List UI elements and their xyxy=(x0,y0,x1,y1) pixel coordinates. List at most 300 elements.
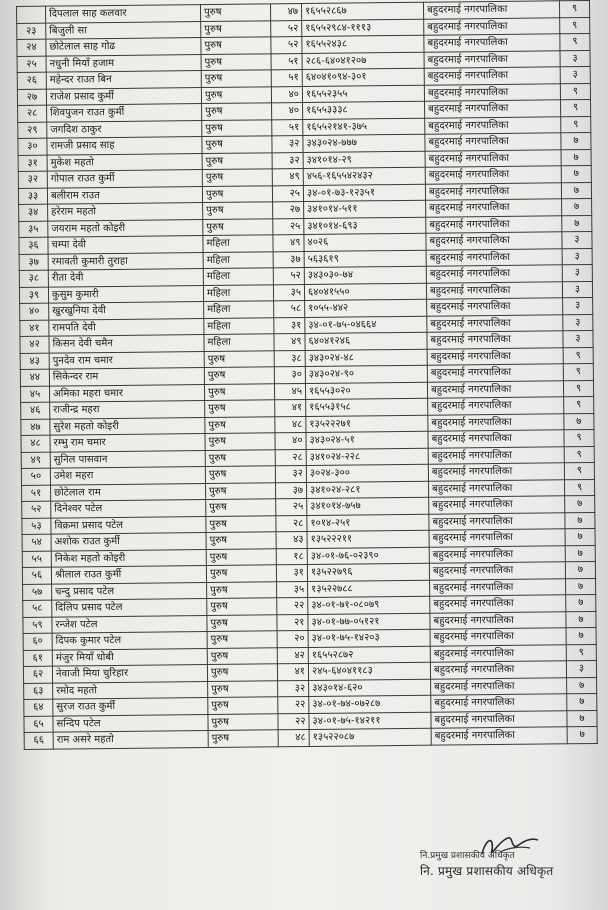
serial-number-cell: ६३ xyxy=(24,683,53,700)
serial-number-cell: ३६ xyxy=(19,237,48,254)
id-number-cell: १६५५३१५८ xyxy=(306,398,428,416)
ward-cell: ७ xyxy=(566,578,596,595)
age-cell: ४० xyxy=(275,432,306,449)
age-cell: ५८ xyxy=(274,300,305,317)
ward-cell: ३ xyxy=(560,66,590,83)
age-cell: ४० xyxy=(272,103,303,120)
serial-number-cell: ४५ xyxy=(20,386,49,403)
id-number-cell: ३४-०१-७५-१४२०३ xyxy=(308,629,430,647)
id-number-cell: ३४-०१-७३-१२३५१ xyxy=(303,184,425,202)
id-number-cell: १६५५२३५५ xyxy=(302,85,424,103)
ward-cell: ७ xyxy=(561,182,591,199)
id-number-cell: ३४१०२४-२२८ xyxy=(306,448,428,466)
municipality-cell: बहुदरमाई नगरपालिका xyxy=(429,545,565,563)
id-number-cell: ४०२६ xyxy=(304,233,426,251)
serial-number-cell: २८ xyxy=(18,105,47,122)
serial-number-cell: ५६ xyxy=(22,567,51,584)
ward-cell: ७ xyxy=(566,611,596,628)
id-number-cell: १६५५२१४१-३७५ xyxy=(303,118,425,136)
municipality-cell: बहुदरमाई नगरपालिका xyxy=(430,644,566,662)
name-cell: शिवपुजन राउत कुर्मी xyxy=(47,104,202,122)
ward-cell: ७ xyxy=(561,149,591,166)
id-number-cell: ३०२४-३०० xyxy=(306,464,428,482)
gender-cell: पुरुष xyxy=(205,466,275,483)
ward-cell: ७ xyxy=(565,528,595,545)
serial-number-cell: ६२ xyxy=(23,666,52,683)
ward-cell: ३ xyxy=(560,50,590,67)
serial-number-cell: २३ xyxy=(17,23,46,40)
serial-number-cell xyxy=(17,6,46,23)
id-number-cell: ३४-०१-७६-०२३९० xyxy=(307,547,429,565)
municipality-cell: बहुदरमाई नगरपालिका xyxy=(428,430,564,448)
ward-cell: ७ xyxy=(567,677,597,694)
beneficiary-table xyxy=(16,0,598,749)
name-cell: बलीराम राउत xyxy=(47,186,202,204)
ward-cell: ३ xyxy=(562,281,592,298)
table-body xyxy=(17,0,598,748)
age-cell: २२ xyxy=(277,597,308,614)
municipality-cell: बहुदरमाई नगरपालिका xyxy=(430,595,566,613)
ward-cell: ९ xyxy=(561,116,591,133)
serial-number-cell: ६५ xyxy=(24,716,53,733)
name-cell: दिपलाल साह कलवार xyxy=(46,5,201,23)
ward-cell: ३ xyxy=(563,314,593,331)
gender-cell: पुरुष xyxy=(201,70,271,87)
age-cell: ३१ xyxy=(274,317,305,334)
serial-number-cell: ३७ xyxy=(19,254,48,271)
name-cell: अमिका महरा चमार xyxy=(49,384,204,402)
age-cell: २२ xyxy=(278,713,309,730)
municipality-cell: बहुदरमाई नगरपालिका xyxy=(430,611,566,629)
gender-cell: पुरुष xyxy=(207,647,277,664)
ward-cell: ९ xyxy=(564,462,594,479)
municipality-cell: बहुदरमाई नगरपालिका xyxy=(430,628,566,646)
municipality-cell: बहुदरमाई नगरपालिका xyxy=(426,265,562,283)
id-number-cell: १०१४-२५१ xyxy=(307,514,429,532)
id-number-cell: ३४३०२४-९० xyxy=(305,365,427,383)
id-number-cell: ३४३०३०-७४ xyxy=(304,266,426,284)
serial-number-cell: ३९ xyxy=(19,287,48,304)
gender-cell: पुरुष xyxy=(205,449,275,466)
municipality-cell: बहुदरमाई नगरपालिका xyxy=(431,710,567,728)
gender-cell: पुरुष xyxy=(204,383,274,400)
serial-number-cell: ५१ xyxy=(22,485,51,502)
id-number-cell: ३४३०२४-७७७ xyxy=(303,134,425,152)
name-cell: सुनिल पासवान xyxy=(50,450,205,468)
ward-cell: ९ xyxy=(564,396,594,413)
gender-cell: महिला xyxy=(203,284,273,301)
gender-cell: पुरुष xyxy=(207,631,277,648)
id-number-cell: १६५५२९८४-१११३ xyxy=(302,19,424,37)
municipality-cell: बहुदरमाई नगरपालिका xyxy=(428,463,564,481)
municipality-cell: बहुदरमाई नगरपालिका xyxy=(425,133,561,151)
gender-cell: पुरुष xyxy=(205,433,275,450)
id-number-cell: १०५५-४४२ xyxy=(305,299,427,317)
ward-cell: ३ xyxy=(563,297,593,314)
signature-text: नि.प्रमुख प्रशासकीय अधिकृत xyxy=(420,851,515,861)
id-number-cell: १६५५२४३८ xyxy=(302,35,424,53)
municipality-cell: बहुदरमाई नगरपालिका xyxy=(424,50,560,68)
id-number-cell: १६५५३०२० xyxy=(305,382,427,400)
age-cell: २८ xyxy=(276,515,307,532)
id-number-cell: ३४-०१-७५-१४२११ xyxy=(309,712,431,730)
id-number-cell: ३४-०१-७५-०४६६४ xyxy=(305,316,427,334)
gender-cell: महिला xyxy=(203,268,273,285)
serial-number-cell: ४१ xyxy=(20,320,49,337)
municipality-cell: बहुदरमाई नगरपालिका xyxy=(426,199,562,217)
name-cell: मंजुर मियाँ धोबी xyxy=(52,648,207,666)
ward-cell: ९ xyxy=(563,347,593,364)
name-cell: कुसुम कुमारी xyxy=(48,285,203,303)
age-cell: ४९ xyxy=(274,333,305,350)
ward-cell: ९ xyxy=(566,644,596,661)
serial-number-cell: ४४ xyxy=(20,369,49,386)
municipality-cell: बहुदरमाई नगरपालिका xyxy=(429,529,565,547)
id-number-cell: १३५२२२७१ xyxy=(306,415,428,433)
age-cell: ३१ xyxy=(276,564,307,581)
id-number-cell: ३४१०१४-२९ xyxy=(303,151,425,169)
age-cell: २५ xyxy=(276,498,307,515)
name-cell: चन्दु प्रसाद पटेल xyxy=(52,582,207,600)
name-cell: छोटेलाल साह गोढ xyxy=(46,38,201,56)
municipality-cell: बहुदरमाई नगरपालिका xyxy=(429,562,565,580)
name-cell: खुरखुनिया देवी xyxy=(49,302,204,320)
gender-cell: महिला xyxy=(203,235,273,252)
name-cell: मुकेश महतो xyxy=(47,153,202,171)
ward-cell: ३ xyxy=(562,264,592,281)
age-cell: ४१ xyxy=(275,399,306,416)
serial-number-cell: ४६ xyxy=(21,402,50,419)
ward-cell: ३ xyxy=(563,330,593,347)
gender-cell: पुरुष xyxy=(203,202,273,219)
municipality-cell: बहुदरमाई नगरपालिका xyxy=(425,166,561,184)
ward-cell: ३ xyxy=(562,248,592,265)
serial-number-cell: २६ xyxy=(17,72,46,89)
ward-cell: ७ xyxy=(566,594,596,611)
age-cell: ३७ xyxy=(273,251,304,268)
serial-number-cell: २४ xyxy=(17,39,46,56)
municipality-cell: बहुदरमाई नगरपालिका xyxy=(427,364,563,382)
age-cell: ४८ xyxy=(278,729,309,746)
ward-cell: ७ xyxy=(566,627,596,644)
gender-cell: महिला xyxy=(204,317,274,334)
age-cell: ३२ xyxy=(278,680,309,697)
serial-number-cell: २५ xyxy=(17,56,46,73)
age-cell: ३७ xyxy=(276,482,307,499)
municipality-cell: बहुदरमाई नगरपालिका xyxy=(425,149,561,167)
serial-number-cell: २९ xyxy=(18,122,47,139)
municipality-cell: बहुदरमाई नगरपालिका xyxy=(426,281,562,299)
gender-cell: पुरुष xyxy=(204,350,274,367)
name-cell: उमेश महरा xyxy=(50,467,205,485)
gender-cell: पुरुष xyxy=(203,218,273,235)
municipality-cell: बहुदरमाई नगरपालिका xyxy=(427,331,563,349)
serial-number-cell: ३२ xyxy=(18,171,47,188)
municipality-cell: बहुदरमाई नगरपालिका xyxy=(430,578,566,596)
serial-number-cell: ५४ xyxy=(22,534,51,551)
age-cell: ३५ xyxy=(277,581,308,598)
official-stamp-text: नि. प्रमुख प्रशासकीय अधिकृत xyxy=(420,864,554,878)
name-cell: अशोक राउत कुर्मी xyxy=(51,533,206,551)
age-cell: ३५ xyxy=(273,284,304,301)
name-cell: विक्रमा प्रसाद पटेल xyxy=(51,516,206,534)
municipality-cell: बहुदरमाई नगरपालिका xyxy=(427,380,563,398)
age-cell: २५ xyxy=(272,185,303,202)
ward-cell: ७ xyxy=(565,561,595,578)
ward-cell: ७ xyxy=(562,215,592,232)
id-number-cell: ३४३०२४-४८ xyxy=(305,349,427,367)
id-number-cell: ३४३०१४-६२० xyxy=(309,679,431,697)
id-number-cell: ६४०४१०९४-३०१ xyxy=(302,68,424,86)
name-cell: किसन देवी चमैन xyxy=(49,335,204,353)
age-cell: ४९ xyxy=(273,234,304,251)
ward-cell: ९ xyxy=(560,33,590,50)
serial-number-cell: ३३ xyxy=(18,188,47,205)
name-cell: सुरेश महतो कोइरी xyxy=(50,417,205,435)
municipality-cell: बहुदरमाई नगरपालिका xyxy=(427,298,563,316)
age-cell: ५२ xyxy=(273,267,304,284)
gender-cell: पुरुष xyxy=(201,53,271,70)
name-cell: राजीन्द्र महरा xyxy=(50,401,205,419)
name-cell: बिजुली सा xyxy=(46,21,201,39)
age-cell: ३८ xyxy=(274,350,305,367)
id-number-cell: २८६-६४०४१२०७ xyxy=(302,52,424,70)
age-cell: ४२ xyxy=(277,647,308,664)
gender-cell: पुरुष xyxy=(206,548,276,565)
municipality-cell: बहुदरमाई नगरपालिका xyxy=(431,727,567,745)
id-number-cell: १३५२२७८८ xyxy=(308,580,430,598)
name-cell: चम्पा देवी xyxy=(48,236,203,254)
ward-cell: ७ xyxy=(565,545,595,562)
gender-cell: महिला xyxy=(204,301,274,318)
serial-number-cell: ३४ xyxy=(19,204,48,221)
serial-number-cell: ६४ xyxy=(24,699,53,716)
gender-cell: पुरुष xyxy=(202,119,272,136)
ward-cell: ९ xyxy=(560,17,590,34)
municipality-cell: बहुदरमाई नगरपालिका xyxy=(429,496,565,514)
age-cell: ४१ xyxy=(277,663,308,680)
age-cell: ३२ xyxy=(272,136,303,153)
signature-block xyxy=(420,830,600,890)
gender-cell: पुरुष xyxy=(206,532,276,549)
gender-cell: पुरुष xyxy=(206,565,276,582)
name-cell: निकेश महतो कोइरी xyxy=(51,549,206,567)
municipality-cell: बहुदरमाई नगरपालिका xyxy=(429,512,565,530)
ward-cell: ७ xyxy=(561,132,591,149)
id-number-cell: २४५-६४०४११८३ xyxy=(308,662,430,680)
gender-cell: पुरुष xyxy=(208,713,278,730)
serial-number-cell: ४२ xyxy=(20,336,49,353)
serial-number-cell: ५९ xyxy=(23,617,52,634)
serial-number-cell: ५३ xyxy=(22,518,51,535)
gender-cell: पुरुष xyxy=(202,152,272,169)
id-number-cell: ३४३०२४-५१ xyxy=(306,431,428,449)
age-cell: ३२ xyxy=(272,152,303,169)
municipality-cell: बहुदरमाई नगरपालिका xyxy=(430,661,566,679)
age-cell: ५१ xyxy=(271,53,302,70)
serial-number-cell: २७ xyxy=(17,89,46,106)
gender-cell: पुरुष xyxy=(208,730,278,747)
age-cell: ५२ xyxy=(271,37,302,54)
name-cell: रामपति देवी xyxy=(49,318,204,336)
name-cell: दिपक कुमार पटेल xyxy=(52,632,207,650)
gender-cell: पुरुष xyxy=(208,697,278,714)
gender-cell: पुरुष xyxy=(206,515,276,532)
name-cell: राजेश प्रसाद कुर्मी xyxy=(46,87,201,105)
name-cell: श्रीलाल राउत कुर्मी xyxy=(51,566,206,584)
id-number-cell: ३४-०१-७४-०७२८७ xyxy=(309,695,431,713)
id-number-cell: १६५५२८६७ xyxy=(301,2,423,20)
ward-cell: ९ xyxy=(560,83,590,100)
name-cell: पुनदेव राम चमार xyxy=(49,351,204,369)
gender-cell: पुरुष xyxy=(201,20,271,37)
name-cell: दिनेश्वर पटेल xyxy=(51,500,206,518)
gender-cell: पुरुष xyxy=(201,86,271,103)
name-cell: जगदिश ठाकुर xyxy=(47,120,202,138)
name-cell: जयराम महतो कोइरी xyxy=(48,219,203,237)
id-number-cell: ४५६-१६५५४२४३२ xyxy=(303,167,425,185)
age-cell: ५१ xyxy=(271,70,302,87)
age-cell: ५१ xyxy=(272,119,303,136)
gender-cell: पुरुष xyxy=(204,367,274,384)
id-number-cell: ५६३६१९ xyxy=(304,250,426,268)
gender-cell: पुरुष xyxy=(200,4,270,21)
name-cell: नधुनी मियाँ हजाम xyxy=(46,54,201,72)
municipality-cell: बहुदरमाई नगरपालिका xyxy=(424,17,560,35)
gender-cell: पुरुष xyxy=(202,185,272,202)
municipality-cell: बहुदरमाई नगरपालिका xyxy=(423,1,559,19)
id-number-cell: ६४०४१२४६ xyxy=(305,332,427,350)
name-cell: रमोद महतो xyxy=(53,681,208,699)
municipality-cell: बहुदरमाई नगरपालिका xyxy=(426,232,562,250)
gender-cell: पुरुष xyxy=(206,482,276,499)
name-cell: छोटेलाल राम xyxy=(51,483,206,501)
serial-number-cell: ५७ xyxy=(23,584,52,601)
municipality-cell: बहुदरमाई नगरपालिका xyxy=(428,397,564,415)
serial-number-cell: ३५ xyxy=(19,221,48,238)
serial-number-cell: ५२ xyxy=(22,501,51,518)
gender-cell: पुरुष xyxy=(206,499,276,516)
age-cell: २२ xyxy=(278,696,309,713)
serial-number-cell: ३१ xyxy=(18,155,47,172)
id-number-cell: ३४१०१४-५११ xyxy=(304,200,426,218)
municipality-cell: बहुदरमाई नगरपालिका xyxy=(425,182,561,200)
municipality-cell: बहुदरमाई नगरपालिका xyxy=(428,479,564,497)
id-number-cell: १६५५२८७२ xyxy=(308,646,430,664)
ward-cell: ७ xyxy=(565,495,595,512)
ward-cell: ३ xyxy=(566,660,596,677)
serial-number-cell: ४७ xyxy=(21,419,50,436)
name-cell: नेवाजी मिया चुरिहार xyxy=(52,665,207,683)
ward-cell: ७ xyxy=(567,693,597,710)
ward-cell: ७ xyxy=(562,198,592,215)
name-cell: गोपाल राउत कुर्मी xyxy=(47,170,202,188)
gender-cell: पुरुष xyxy=(207,614,277,631)
serial-number-cell: ४० xyxy=(20,303,49,320)
municipality-cell: बहुदरमाई नगरपालिका xyxy=(424,34,560,52)
gender-cell: पुरुष xyxy=(201,37,271,54)
age-cell: ४९ xyxy=(272,169,303,186)
serial-number-cell: ५५ xyxy=(22,551,51,568)
gender-cell: पुरुष xyxy=(202,103,272,120)
gender-cell: पुरुष xyxy=(202,169,272,186)
age-cell: ४७ xyxy=(270,4,301,21)
municipality-cell: बहुदरमाई नगरपालिका xyxy=(426,248,562,266)
gender-cell: पुरुष xyxy=(205,400,275,417)
id-number-cell: ३४-०१-७१-०८०७९ xyxy=(308,596,430,614)
serial-number-cell: ३० xyxy=(18,138,47,155)
age-cell: ४५ xyxy=(274,383,305,400)
age-cell: २० xyxy=(277,630,308,647)
gender-cell: महिला xyxy=(204,334,274,351)
serial-number-cell: ६० xyxy=(23,633,52,650)
age-cell: २८ xyxy=(275,449,306,466)
name-cell: हरेराम महतो xyxy=(48,203,203,221)
age-cell: ४० xyxy=(271,86,302,103)
gender-cell: पुरुष xyxy=(207,598,277,615)
age-cell: ४३ xyxy=(276,531,307,548)
ward-cell: ९ xyxy=(564,479,594,496)
id-number-cell: १३५२२२११ xyxy=(307,530,429,548)
ward-cell: ९ xyxy=(564,446,594,463)
ward-cell: ९ xyxy=(563,363,593,380)
ward-cell: ९ xyxy=(561,99,591,116)
serial-number-cell: ४८ xyxy=(21,435,50,452)
name-cell: रामजी प्रसाद साह xyxy=(47,137,202,155)
ward-cell: ३ xyxy=(562,231,592,248)
name-cell: रीता देवी xyxy=(48,269,203,287)
name-cell: रम्भु राम चमार xyxy=(50,434,205,452)
municipality-cell: बहुदरमाई नगरपालिका xyxy=(427,314,563,332)
ward-cell: ९ xyxy=(559,0,589,17)
name-cell: सन्दिप पटेल xyxy=(53,714,208,732)
ward-cell: ९ xyxy=(563,380,593,397)
ward-cell: ७ xyxy=(564,413,594,430)
municipality-cell: बहुदरमाई नगरपालिका xyxy=(428,413,564,431)
age-cell: २७ xyxy=(273,201,304,218)
age-cell: १८ xyxy=(276,548,307,565)
municipality-cell: बहुदरमाई नगरपालिका xyxy=(424,67,560,85)
municipality-cell: बहुदरमाई नगरपालिका xyxy=(426,215,562,233)
gender-cell: पुरुष xyxy=(207,664,277,681)
municipality-cell: बहुदरमाई नगरपालिका xyxy=(428,446,564,464)
gender-cell: महिला xyxy=(203,251,273,268)
name-cell: सिकेन्दर राम xyxy=(49,368,204,386)
age-cell: ३२ xyxy=(275,465,306,482)
ward-cell: ७ xyxy=(567,726,597,743)
id-number-cell: ३४१०१४-६९३ xyxy=(304,217,426,235)
municipality-cell: बहुदरमाई नगरपालिका xyxy=(431,677,567,695)
serial-number-cell: ४९ xyxy=(21,452,50,469)
id-number-cell: १६५५३३३८ xyxy=(303,101,425,119)
id-number-cell: ३४१०१४-७५७ xyxy=(307,497,429,515)
id-number-cell: ३४-०१-७७-०५१२१ xyxy=(308,613,430,631)
name-cell: सुरज राउत कुर्मी xyxy=(53,698,208,716)
gender-cell: पुरुष xyxy=(208,680,278,697)
municipality-cell: बहुदरमाई नगरपालिका xyxy=(424,83,560,101)
name-cell: रन्जेश पटेल xyxy=(52,615,207,633)
age-cell: ४८ xyxy=(275,416,306,433)
serial-number-cell: ५० xyxy=(21,468,50,485)
age-cell: ३० xyxy=(274,366,305,383)
id-number-cell: ६४०४१५५० xyxy=(304,283,426,301)
id-number-cell: ३४१०२४-२८१ xyxy=(307,481,429,499)
municipality-cell: बहुदरमाई नगरपालिका xyxy=(425,116,561,134)
serial-number-cell: ३८ xyxy=(19,270,48,287)
municipality-cell: बहुदरमाई नगरपालिका xyxy=(425,100,561,118)
ward-cell: ७ xyxy=(561,165,591,182)
serial-number-cell: ५८ xyxy=(23,600,52,617)
